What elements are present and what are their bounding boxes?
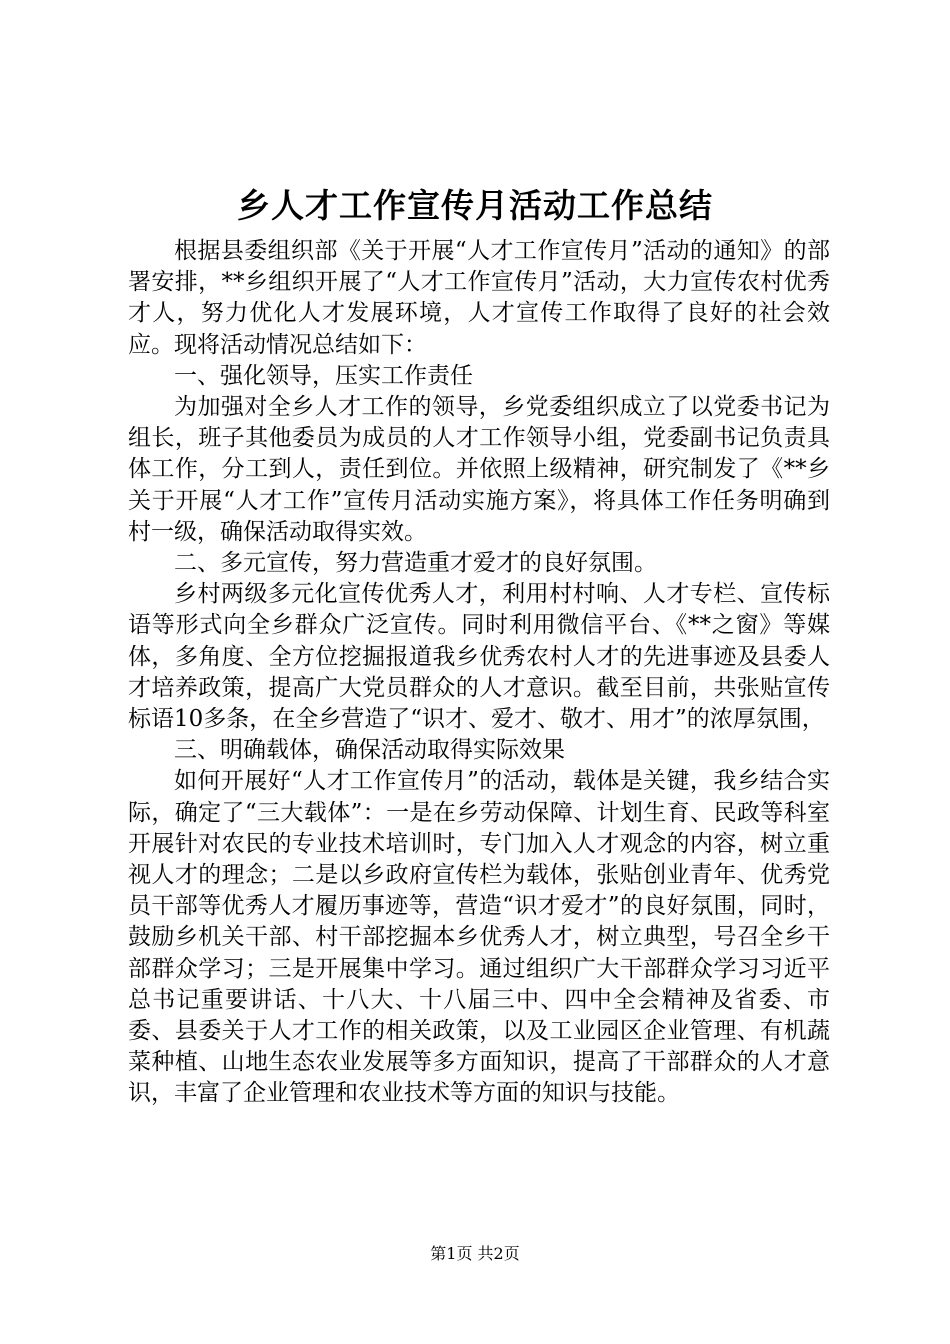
section-heading-3: 三、明确载体，确保活动取得实际效果: [174, 737, 565, 764]
section-paragraph-3: 如何开展好“人才工作宣传月”的活动，载体是关键，我乡结合实际，确定了“三大载体”：一是在乡劳动保障、计划生育、民政等科室开展针对农民的专业技术培训时，专门加入人才观念的内容，树立重视人才的理念；二是以乡政府宣传栏为载体，张贴创业青年、优秀党员干部等优秀人才履历事迹等，营造“识才爱才”的良好氛围，同时，鼓励乡机关干部、村干部挖掘本乡优秀人才，树立典型，号召全乡干部群众学习；三是开展集中学习。通过组织广大干部群众学习习近平总书记重要讲话、十八大、十八届三中、四中全会精神及省委、市委、县委关于人才工作的相关政策，以及工业园区企业管理、有机蔬菜种植、山地生态农业发展等多方面知识，提高了干部群众的人才意识，丰富了企业管理和农业技术等方面的知识与技能。: [128, 768, 830, 1107]
section-paragraph-2: 乡村两级多元化宣传优秀人才，利用村村响、人才专栏、宣传标语等形式向全乡群众广泛宣传。同时利用微信平台、《**之窗》等媒体，多角度、全方位挖掘报道我乡优秀农村人才的先进事迹及县委人才培养政策，提高广大党员群众的人才意识。截至目前，共张贴宣传标语10多条，在全乡营造了“识才、爱才、敬才、用才”的浓厚氛围，: [128, 581, 830, 733]
document-body: [128, 236, 830, 1110]
document-title: 乡人才工作宣传月活动工作总结: [237, 186, 713, 225]
page-number-footer: 第1页 共2页: [430, 1244, 520, 1263]
section-heading-2: 二、多元宣传，努力营造重才爱才的良好氛围。: [174, 550, 657, 577]
section-paragraph-1: 为加强对全乡人才工作的领导，乡党委组织成立了以党委书记为组长，班子其他委员为成员的人才工作领导小组，党委副书记负责具体工作，分工到人，责任到位。并依照上级精神，研究制发了《**乡关于开展“人才工作”宣传月活动实施方案》，将具体工作任务明确到村一级，确保活动取得实效。: [128, 394, 830, 545]
intro-paragraph: 根据县委组织部《关于开展“人才工作宣传月”活动的通知》的部署安排，**乡组织开展了“人才工作宣传月”活动，大力宣传农村优秀才人，努力优化人才发展环境，人才宣传工作取得了良好的社会效应。现将活动情况总结如下：: [128, 238, 830, 358]
section-heading-1: 一、强化领导，压实工作责任: [174, 362, 473, 389]
